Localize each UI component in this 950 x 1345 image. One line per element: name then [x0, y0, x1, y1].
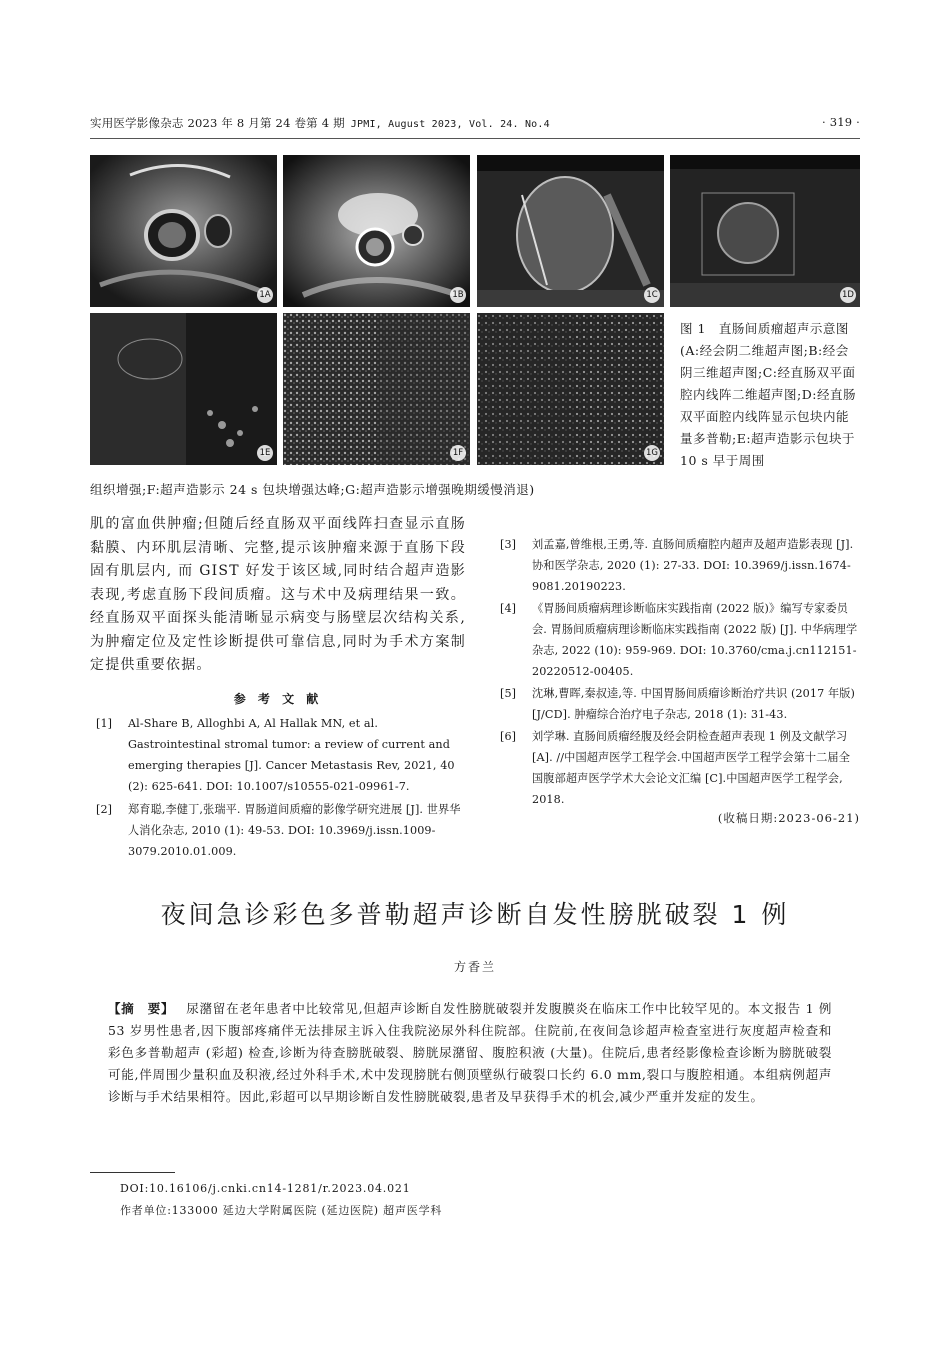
panel-label: 1F: [450, 445, 466, 461]
running-header: [90, 115, 860, 133]
reference-number: [4]: [500, 602, 517, 615]
reference-number: [6]: [500, 730, 517, 743]
reference-item: [500, 726, 860, 812]
abstract: [108, 998, 832, 1108]
article-title: 夜间急诊彩色多普勒超声诊断自发性膀胱破裂 1 例: [160, 900, 790, 929]
references-heading: 参 考 文 献: [233, 692, 323, 706]
panel-label: 1A: [257, 287, 273, 303]
panel-label: 1B: [450, 287, 466, 303]
reference-text: 《胃肠间质瘤病理诊断临床实践指南 (2022 版)》编写专家委员会. 胃肠间质瘤病理诊断临床实践指南 (2022 版) [J]. 中华病理学杂志, 2022 (10): 959-969. DOI: 10.3760/cma.j.cn112151-20220512-00405.: [532, 602, 858, 678]
reference-item: [500, 598, 860, 684]
panel-label: 1C: [644, 287, 660, 303]
panel-label: 1G: [644, 445, 660, 461]
reference-item: [96, 713, 462, 799]
figure-caption: 图 1 直肠间质瘤超声示意图 (A:经会阴二维超声图;B:经会阴三维超声图;C:经直肠双平面腔内线阵二维超声图;D:经直肠双平面腔内线阵显示包块内能量多普勒;E:超声造影示包块于 10 s 早于周围: [680, 321, 856, 468]
figure-panel-1a: [90, 155, 277, 307]
received-date: (收稿日期:2023-06-21): [717, 811, 860, 825]
page-number: · 319 ·: [822, 115, 860, 129]
reference-text: 郑育聪,李健丁,张瑞平. 胃肠道间质瘤的影像学研究进展 [J]. 世界华人消化杂志, 2010 (1): 49-53. DOI: 10.3969/j.issn.1009-3079.2010.01.009.: [128, 803, 461, 858]
journal-title-en: JPMI, August 2023, Vol. 24. No.4: [350, 119, 550, 130]
body-paragraph: 肌的富血供肿瘤;但随后经直肠双平面线阵扫查显示直肠黏膜、内环肌层清晰、完整,提示该肿瘤来源于直肠下段固有肌层内, 而 GIST 好发于该区域,同时结合超声造影表现,考虑直肠下段间质瘤。这与术中及病理结果一致。经直肠双平面探头能清晰显示病变与肠壁层次结构关系, 为肿瘤定位及定性诊断提供可靠信息,同时为手术方案制定提供重要依据。: [90, 516, 466, 673]
figure-panel-1e: [90, 313, 277, 465]
reference-text: 刘学琳. 直肠间质瘤经腹及经会阴检查超声表现 1 例及文献学习 [A]. //中国超声医学工程学会.中国超声医学工程学会第十二届全国腹部超声医学学术大会论文汇编 [C].中国超声医学工程学会, 2018.: [532, 730, 851, 806]
figure-panel-1g: [477, 313, 664, 465]
reference-number: [3]: [500, 538, 517, 551]
abstract-text: 尿潴留在老年患者中比较常见,但超声诊断自发性膀胱破裂并发腹膜炎在临床工作中比较罕见的。本文报告 1 例 53 岁男性患者,因下腹部疼痛伴无法排尿主诉入住我院泌尿外科住院部。住院前,在夜间急诊超声检查室进行灰度超声检查和彩色多普勒超声 (彩超) 检查,诊断为待查膀胱破裂、膀胱尿潴留、腹腔积液 (大量)。住院后,患者经影像检查诊断为膀胱破裂可能,伴周围少量积血及积液,经过外科手术,术中发现膀胱右侧顶壁纵行破裂口长约 6.0 mm,裂口与腹腔相通。本组病例超声诊断与手术结果相符。因此,彩超可以早期诊断自发性膀胱破裂,患者及早获得手术的机会,减少严重并发症的发生。: [108, 1001, 832, 1104]
figure-caption-continued: 组织增强;F:超声造影示 24 s 包块增强达峰;G:超声造影示增强晚期缓慢消退): [90, 482, 535, 497]
reference-text: 沈琳,曹晖,秦叔逵,等. 中国胃肠间质瘤诊断治疗共识 (2017 年版) [J/CD]. 肿瘤综合治疗电子杂志, 2018 (1): 31-43.: [532, 687, 856, 721]
journal-title-zh: 实用医学影像杂志 2023 年 8 月第 24 卷第 4 期: [90, 116, 345, 130]
journal-info: [90, 115, 550, 131]
header-rule: [90, 138, 860, 139]
panel-label: 1E: [257, 445, 273, 461]
reference-number: [1]: [96, 717, 113, 730]
reference-item: [96, 799, 462, 858]
reference-item: [500, 534, 860, 600]
footnote-rule: [90, 1172, 175, 1173]
reference-text: Al-Share B, Alloghbi A, Al Hallak MN, et al. Gastrointestinal stromal tumor: a review of current and emerging therapies [J]. Cancer Metastasis Rev, 2021, 40 (2): 625-641. DOI: 10.1007/s10555-021-09961-7.: [128, 717, 455, 793]
reference-item: [500, 683, 860, 727]
article-author: 方香兰: [453, 960, 496, 974]
figure-panel-1b: [283, 155, 470, 307]
reference-text: 刘孟嘉,曾维根,王勇,等. 直肠间质瘤腔内超声及超声造影表现 [J]. 协和医学杂志, 2020 (1): 27-33. DOI: 10.3969/j.issn.1674-9081.20190223.: [532, 538, 854, 593]
affiliation-footnote: 作者单位:133000 延边大学附属医院 (延边医院) 超声医学科: [120, 1204, 443, 1217]
figure-panel-1f: [283, 313, 470, 465]
abstract-label: 【摘 要】: [108, 1001, 175, 1016]
panel-label: 1D: [840, 287, 856, 303]
doi-footnote: DOI:10.16106/j.cnki.cn14-1281/r.2023.04.021: [120, 1182, 411, 1195]
reference-number: [2]: [96, 803, 113, 816]
reference-number: [5]: [500, 687, 517, 700]
figure-panel-1d: [670, 155, 860, 307]
figure-panel-1c: [477, 155, 664, 307]
